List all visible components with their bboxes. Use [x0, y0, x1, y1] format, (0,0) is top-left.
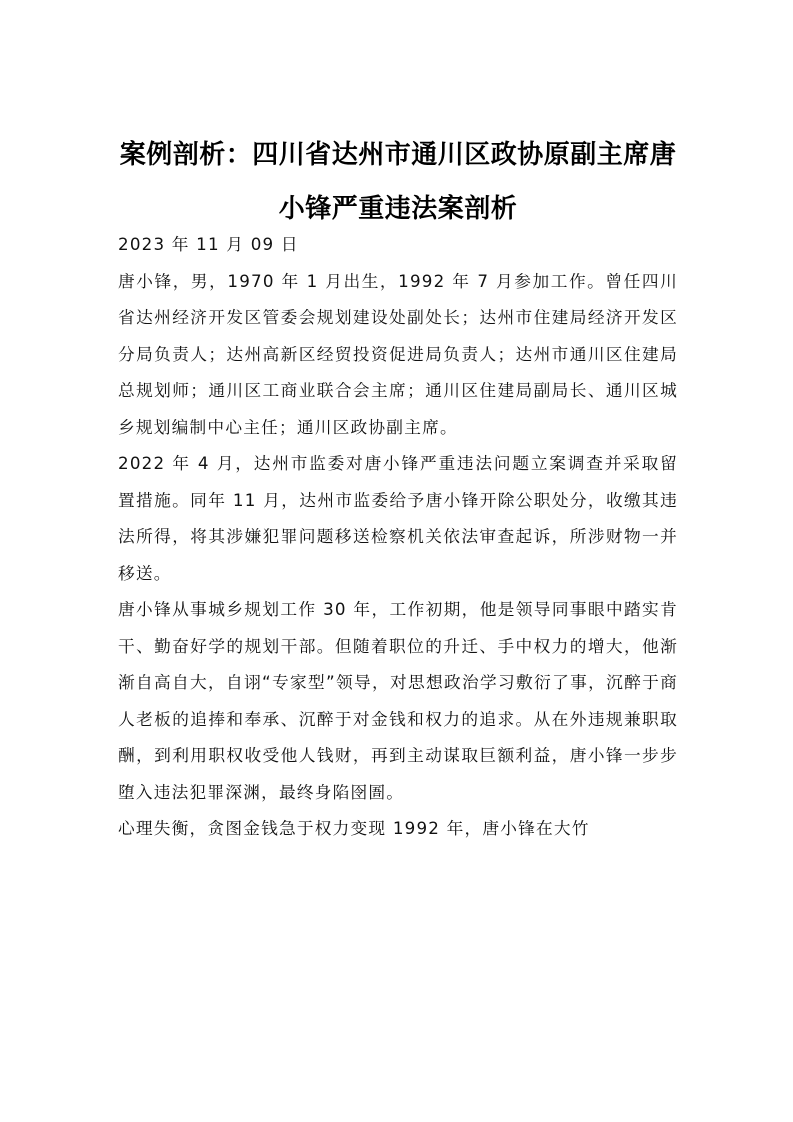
- paragraph-biography: 唐小锋，男，1970 年 1 月出生，1992 年 7 月参加工作。曾任四川省达州经济开发区管委会规划建设处副处长；达州市住建局经济开发区分局负责人；达州高新区经贸投资促进局负责人；达州市通川区住建局总规划师；通川区工商业联合会主席；通川区住建局副局长、通川区城乡规划编制中心主任；通川区政协副主席。: [118, 270, 678, 437]
- document-body: [118, 226, 678, 847]
- paragraph-career-decline: 唐小锋从事城乡规划工作 30 年，工作初期，他是领导同事眼中踏实肯干、勤奋好学的规划干部。但随着职位的升迁、手中权力的增大，他渐渐自高自大，自诩“专家型”领导，对思想政治学习敷衍了事，沉醉于商人老板的追捧和奉承、沉醉于对金钱和权力的追求。从在外违规兼职取酬，到利用职权收受他人钱财，再到主动谋取巨额利益，唐小锋一步步堕入违法犯罪深渊，最终身陷囹圄。: [118, 599, 678, 802]
- paragraph-investigation: 2022 年 4 月，达州市监委对唐小锋严重违法问题立案调查并采取留置措施。同年 11 月，达州市监委给予唐小锋开除公职处分，收缴其违法所得，将其涉嫌犯罪问题移送检察机关依法审查起诉，所涉财物一并移送。: [118, 453, 678, 583]
- document-date: 2023 年 11 月 09 日: [118, 234, 299, 254]
- document-title: 案例剖析：四川省达州市通川区政协原副主席唐小锋严重违法案剖析: [119, 140, 677, 224]
- paragraph-psychological-imbalance: 心理失衡，贪图金钱急于权力变现 1992 年，唐小锋在大竹: [118, 818, 590, 838]
